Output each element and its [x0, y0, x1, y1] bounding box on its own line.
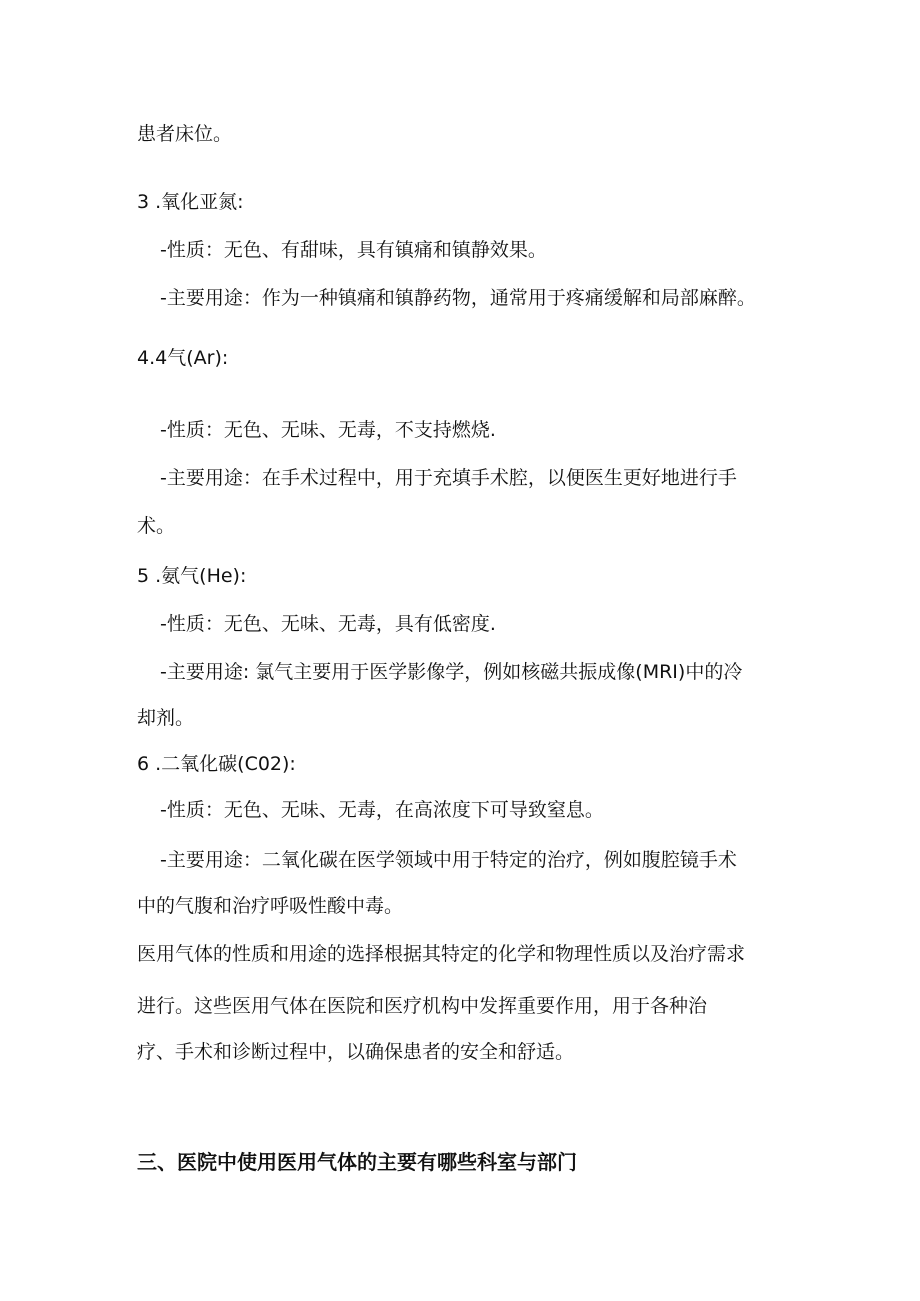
property-line: -性质：无色、无味、无毒，在高浓度下可导致窒息。: [160, 799, 604, 821]
text-line: 中的气腹和治疗呼吸性酸中毒。: [137, 895, 404, 917]
section-heading-nitrous-oxide: 3 .氧化亚氮:: [137, 191, 244, 213]
usage-line: -主要用途：二氧化碳在医学领域中用于特定的治疗，例如腹腔镜手术: [160, 849, 737, 871]
section-heading: 三、医院中使用医用气体的主要有哪些科室与部门: [137, 1150, 577, 1174]
property-line: -性质：无色、无味、无毒，不支持燃烧.: [160, 419, 496, 441]
usage-line: -主要用途: 氯气主要用于医学影像学，例如核磁共振成像(MRI)中的冷: [160, 661, 743, 683]
section-heading-helium: 5 .氨气(He):: [137, 565, 247, 587]
property-line: -性质：无色、无味、无毒，具有低密度.: [160, 613, 496, 635]
paragraph-line: 进行。这些医用气体在医院和医疗机构中发挥重要作用，用于各种治: [137, 995, 708, 1017]
text-line: 患者床位。: [137, 123, 233, 145]
section-heading-carbon-dioxide: 6 .二氧化碳(C02):: [137, 753, 296, 775]
usage-line: -主要用途：在手术过程中，用于充填手术腔，以便医生更好地进行手: [160, 467, 737, 489]
text-line: 术。: [137, 515, 176, 537]
paragraph-line: 医用气体的性质和用途的选择根据其特定的化学和物理性质以及治疗需求: [137, 943, 746, 965]
paragraph-line: 疗、手术和诊断过程中，以确保患者的安全和舒适。: [137, 1041, 575, 1063]
section-heading-argon: 4.4气(Ar):: [137, 347, 229, 369]
usage-line: -主要用途：作为一种镇痛和镇静药物，通常用于疼痛缓解和局部麻醉。: [160, 287, 756, 309]
property-line: -性质：无色、有甜味，具有镇痛和镇静效果。: [160, 239, 547, 261]
text-line: 却剂。: [137, 707, 195, 729]
